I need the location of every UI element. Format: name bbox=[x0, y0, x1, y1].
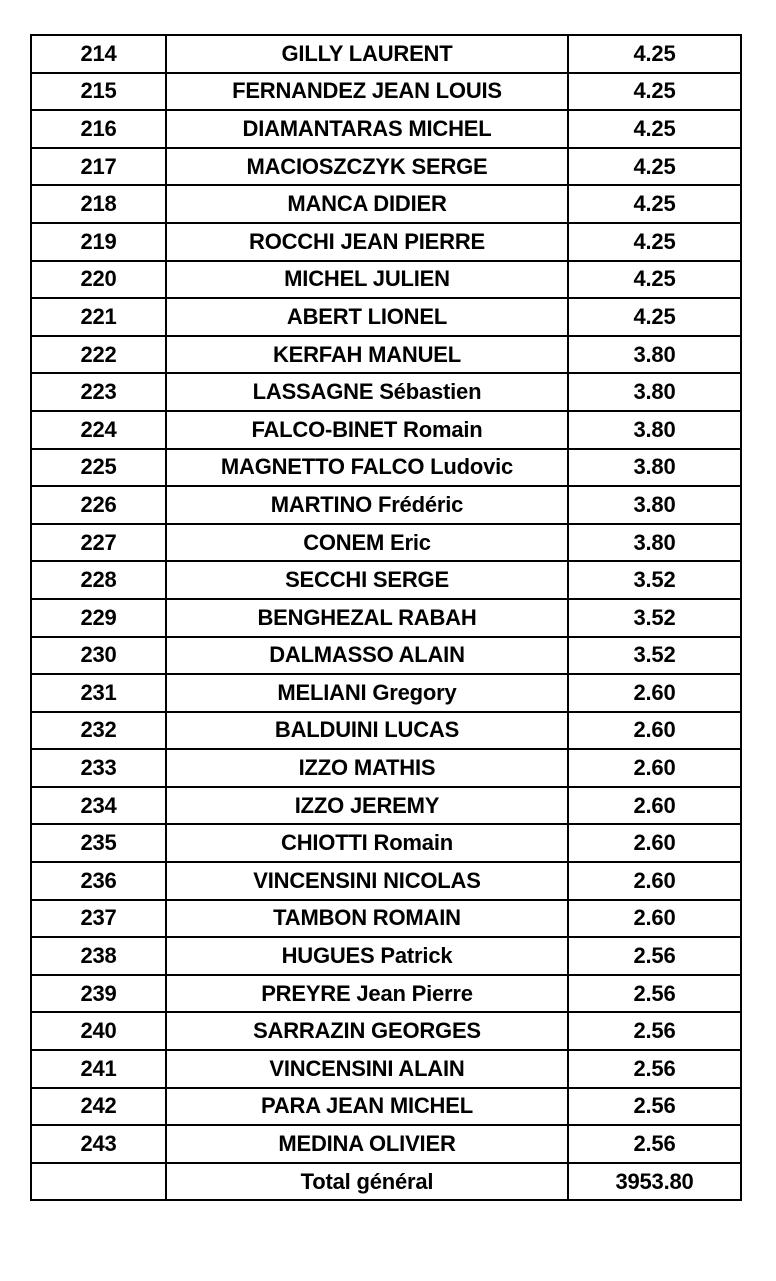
name-cell: FERNANDEZ JEAN LOUIS bbox=[166, 73, 568, 111]
table-row bbox=[31, 148, 741, 186]
name-cell: FALCO-BINET Romain bbox=[166, 411, 568, 449]
name-cell: CONEM Eric bbox=[166, 524, 568, 562]
rank-cell: 240 bbox=[31, 1012, 166, 1050]
table-row bbox=[31, 373, 741, 411]
name-cell: MAGNETTO FALCO Ludovic bbox=[166, 449, 568, 487]
rank-cell: 218 bbox=[31, 185, 166, 223]
name-cell: ABERT LIONEL bbox=[166, 298, 568, 336]
value-cell: 2.56 bbox=[568, 1125, 741, 1163]
name-cell: MANCA DIDIER bbox=[166, 185, 568, 223]
rank-cell: 239 bbox=[31, 975, 166, 1013]
rank-cell: 220 bbox=[31, 261, 166, 299]
rank-cell: 231 bbox=[31, 674, 166, 712]
table-row bbox=[31, 73, 741, 111]
name-cell: VINCENSINI NICOLAS bbox=[166, 862, 568, 900]
rank-cell: 228 bbox=[31, 561, 166, 599]
name-cell: PARA JEAN MICHEL bbox=[166, 1088, 568, 1126]
name-cell: SARRAZIN GEORGES bbox=[166, 1012, 568, 1050]
table-row bbox=[31, 449, 741, 487]
value-cell: 2.56 bbox=[568, 1012, 741, 1050]
value-cell: 2.56 bbox=[568, 1088, 741, 1126]
results-body bbox=[31, 35, 741, 1200]
rank-cell: 223 bbox=[31, 373, 166, 411]
value-cell: 2.60 bbox=[568, 674, 741, 712]
value-cell: 2.56 bbox=[568, 1050, 741, 1088]
rank-cell: 222 bbox=[31, 336, 166, 374]
rank-cell: 227 bbox=[31, 524, 166, 562]
name-cell: DIAMANTARAS MICHEL bbox=[166, 110, 568, 148]
rank-cell: 226 bbox=[31, 486, 166, 524]
table-row bbox=[31, 261, 741, 299]
total-label-cell: Total général bbox=[166, 1163, 568, 1201]
name-cell: MACIOSZCZYK SERGE bbox=[166, 148, 568, 186]
value-cell: 2.60 bbox=[568, 749, 741, 787]
value-cell: 4.25 bbox=[568, 35, 741, 73]
table-row bbox=[31, 975, 741, 1013]
rank-cell: 215 bbox=[31, 73, 166, 111]
value-cell: 3.80 bbox=[568, 373, 741, 411]
total-rank-cell bbox=[31, 1163, 166, 1201]
rank-cell: 237 bbox=[31, 900, 166, 938]
value-cell: 3.52 bbox=[568, 561, 741, 599]
value-cell: 4.25 bbox=[568, 185, 741, 223]
table-row bbox=[31, 524, 741, 562]
name-cell: BALDUINI LUCAS bbox=[166, 712, 568, 750]
name-cell: IZZO JEREMY bbox=[166, 787, 568, 825]
rank-cell: 230 bbox=[31, 637, 166, 675]
name-cell: KERFAH MANUEL bbox=[166, 336, 568, 374]
results-table bbox=[30, 34, 742, 1201]
table-row bbox=[31, 862, 741, 900]
rank-cell: 229 bbox=[31, 599, 166, 637]
name-cell: ROCCHI JEAN PIERRE bbox=[166, 223, 568, 261]
rank-cell: 242 bbox=[31, 1088, 166, 1126]
value-cell: 3.52 bbox=[568, 599, 741, 637]
value-cell: 3.52 bbox=[568, 637, 741, 675]
value-cell: 3.80 bbox=[568, 411, 741, 449]
value-cell: 2.60 bbox=[568, 862, 741, 900]
name-cell: GILLY LAURENT bbox=[166, 35, 568, 73]
value-cell: 2.60 bbox=[568, 787, 741, 825]
table-row bbox=[31, 336, 741, 374]
value-cell: 2.56 bbox=[568, 975, 741, 1013]
table-row bbox=[31, 411, 741, 449]
table-row bbox=[31, 561, 741, 599]
rank-cell: 235 bbox=[31, 824, 166, 862]
name-cell: PREYRE Jean Pierre bbox=[166, 975, 568, 1013]
table-row bbox=[31, 1012, 741, 1050]
table-row bbox=[31, 749, 741, 787]
value-cell: 2.60 bbox=[568, 824, 741, 862]
rank-cell: 241 bbox=[31, 1050, 166, 1088]
rank-cell: 243 bbox=[31, 1125, 166, 1163]
rank-cell: 219 bbox=[31, 223, 166, 261]
table-row bbox=[31, 900, 741, 938]
rank-cell: 216 bbox=[31, 110, 166, 148]
value-cell: 2.56 bbox=[568, 937, 741, 975]
table-row bbox=[31, 486, 741, 524]
name-cell: LASSAGNE Sébastien bbox=[166, 373, 568, 411]
name-cell: MICHEL JULIEN bbox=[166, 261, 568, 299]
rank-cell: 224 bbox=[31, 411, 166, 449]
table-row bbox=[31, 110, 741, 148]
table-row bbox=[31, 1050, 741, 1088]
table-row bbox=[31, 637, 741, 675]
table-row bbox=[31, 35, 741, 73]
rank-cell: 221 bbox=[31, 298, 166, 336]
name-cell: MELIANI Gregory bbox=[166, 674, 568, 712]
total-row bbox=[31, 1163, 741, 1201]
value-cell: 3.80 bbox=[568, 336, 741, 374]
rank-cell: 233 bbox=[31, 749, 166, 787]
rank-cell: 225 bbox=[31, 449, 166, 487]
rank-cell: 234 bbox=[31, 787, 166, 825]
value-cell: 4.25 bbox=[568, 148, 741, 186]
value-cell: 4.25 bbox=[568, 261, 741, 299]
value-cell: 3.80 bbox=[568, 524, 741, 562]
value-cell: 4.25 bbox=[568, 223, 741, 261]
table-row bbox=[31, 824, 741, 862]
table-row bbox=[31, 1088, 741, 1126]
table-row bbox=[31, 1125, 741, 1163]
rank-cell: 236 bbox=[31, 862, 166, 900]
rank-cell: 238 bbox=[31, 937, 166, 975]
value-cell: 4.25 bbox=[568, 298, 741, 336]
rank-cell: 232 bbox=[31, 712, 166, 750]
value-cell: 4.25 bbox=[568, 110, 741, 148]
total-value-cell: 3953.80 bbox=[568, 1163, 741, 1201]
table-row bbox=[31, 937, 741, 975]
value-cell: 2.60 bbox=[568, 900, 741, 938]
rank-cell: 214 bbox=[31, 35, 166, 73]
name-cell: SECCHI SERGE bbox=[166, 561, 568, 599]
table-row bbox=[31, 298, 741, 336]
name-cell: BENGHEZAL RABAH bbox=[166, 599, 568, 637]
name-cell: TAMBON ROMAIN bbox=[166, 900, 568, 938]
value-cell: 4.25 bbox=[568, 73, 741, 111]
value-cell: 3.80 bbox=[568, 449, 741, 487]
table-row bbox=[31, 674, 741, 712]
name-cell: DALMASSO ALAIN bbox=[166, 637, 568, 675]
name-cell: MARTINO Frédéric bbox=[166, 486, 568, 524]
table-row bbox=[31, 787, 741, 825]
table-row bbox=[31, 185, 741, 223]
name-cell: IZZO MATHIS bbox=[166, 749, 568, 787]
name-cell: MEDINA OLIVIER bbox=[166, 1125, 568, 1163]
table-row bbox=[31, 599, 741, 637]
table-row bbox=[31, 223, 741, 261]
table-row bbox=[31, 712, 741, 750]
name-cell: CHIOTTI Romain bbox=[166, 824, 568, 862]
value-cell: 2.60 bbox=[568, 712, 741, 750]
name-cell: VINCENSINI ALAIN bbox=[166, 1050, 568, 1088]
name-cell: HUGUES Patrick bbox=[166, 937, 568, 975]
value-cell: 3.80 bbox=[568, 486, 741, 524]
rank-cell: 217 bbox=[31, 148, 166, 186]
